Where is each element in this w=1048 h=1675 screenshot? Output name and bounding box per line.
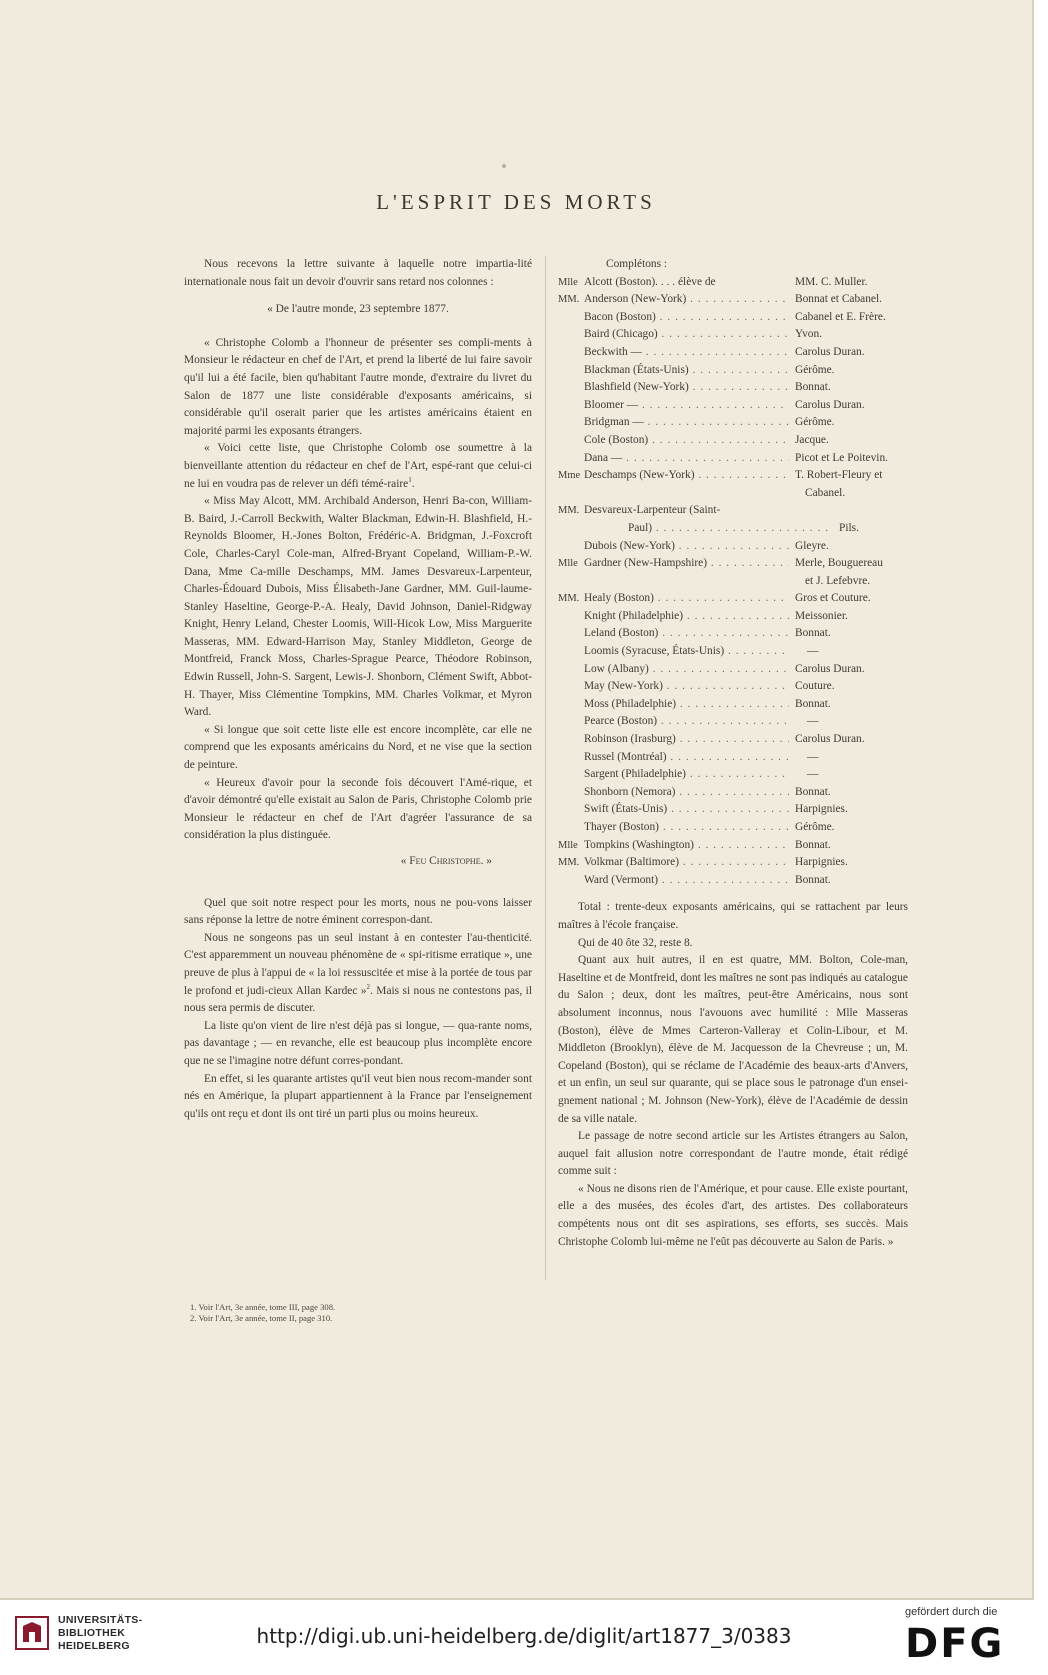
exhibitor-row — [558, 432, 908, 450]
exhibitor-name: Robinson (Irasburg) . . . — [584, 731, 789, 749]
paragraph-eight-others: Quant aux huit autres, il en est quatre, MM. Bolton, Cole-man, Haseltine et de Montfreid, dont les maîtres ne sont pas indiqués au catalogue du Salon ; deux, dont les maîtres, peut-être Américains, nous sont absolument inconnus, nous l'avouons avec humilité : Mlle Masseras (Boston), élève de Mmes Carteron-Valleray et Colin-Libour, et M. Middleton (Brooklyn), élève de M. Jacquesson de la Chevreuse ; un, M. Copeland (Boston), qui se réclame de l'Académie des beaux-arts d'Anvers, et un enfin, un seul sur quarante, qui se place sous le patronage d'un ensei-gnement national ; M. Johnson (New-York), élève de l'Académie de dessin de sa ville natale. — [558, 954, 908, 1125]
exhibitor-row — [558, 731, 908, 749]
exhibitor-row-continuation — [558, 485, 908, 503]
exhibitor-name: Beckwith — . . . — [584, 344, 789, 362]
exhibitor-row-continuation — [558, 573, 908, 591]
exhibitor-title — [558, 819, 584, 837]
exhibitor-name: Anderson (New-York) . . . — [584, 291, 789, 309]
exhibitor-title — [558, 432, 584, 450]
exhibitor-row — [558, 502, 908, 520]
exhibitor-row — [558, 784, 908, 802]
letter-paragraph-2-end: . — [411, 477, 415, 490]
exhibitor-title — [558, 397, 584, 415]
exhibitor-name: Russel (Montréal) . . . — [584, 749, 789, 767]
exhibitor-row — [558, 625, 908, 643]
exhibitor-title — [558, 608, 584, 626]
exhibitor-title — [558, 749, 584, 767]
exhibitor-title: Mme — [558, 470, 581, 482]
exhibitor-name: Tompkins (Washington) . . . — [584, 837, 789, 855]
exhibitor-name: Gardner (New-Hampshire) . . . — [584, 555, 789, 573]
exhibitor-teacher: Carolus Duran. — [795, 398, 865, 411]
exhibitor-title — [558, 326, 584, 344]
exhibitor-title — [558, 872, 584, 890]
letter-paragraph-3: « Si longue que soit cette liste elle est encore incomplète, car elle ne comprend que les exposants américains du Nord, et ne vise que la section de peinture. — [184, 723, 532, 772]
exhibitor-teacher: Jacque. — [795, 433, 829, 446]
letter-paragraph-1: « Christophe Colomb a l'honneur de présenter ses compli-ments à Monsieur le rédacteur en chef de l'Art, et prend la liberté de lui faire savoir qu'il lui a été facile, bien qu'habitant l'autre monde, d'extraire du livret du Salon de 1877 une liste considérable d'exposants américains, si considérable qu'il oserait parier que les artistes américains étaient en majorité parmi les exposants étrangers. — [184, 336, 532, 437]
exhibitor-teacher: — — [807, 750, 819, 763]
exhibitor-name: Bridgman — . . . — [584, 414, 789, 432]
exhibitor-title — [558, 661, 584, 679]
exhibitor-teacher: — — [807, 768, 819, 781]
exhibitor-title — [558, 625, 584, 643]
exhibitor-title: Mlle — [558, 276, 578, 288]
exhibitor-name: Deschamps (New-York) . . . — [584, 467, 789, 485]
exhibitor-row — [558, 555, 908, 573]
exhibitor-title — [558, 678, 584, 696]
exhibitor-row — [558, 749, 908, 767]
exhibitor-row — [558, 344, 908, 362]
exhibitor-name: Thayer (Boston) . . . — [584, 819, 789, 837]
exhibitor-row — [558, 854, 908, 872]
column-divider — [545, 256, 546, 1280]
exhibitor-title — [558, 414, 584, 432]
exhibitor-teacher: — — [807, 645, 819, 658]
exhibitor-name: Moss (Philadelphie) . . . — [584, 696, 789, 714]
paragraph-subtraction: Qui de 40 ôte 32, reste 8. — [578, 936, 693, 949]
letter-dateline: « De l'autre monde, 23 septembre 1877. — [267, 303, 449, 316]
letter-paragraph-2-text: « Voici cette liste, que Christophe Colomb ose soumettre à la bienveillante attention du rédacteur en chef de l'Art, espé-rant que celui-ci ne lui en voudra pas de relever un défi témé-raire — [184, 442, 532, 490]
exhibitor-teacher: Bonnat. — [795, 838, 831, 851]
exhibitor-teacher: MM. C. Muller. — [795, 275, 868, 288]
exhibitor-title: Mlle — [558, 558, 578, 570]
exhibitor-teacher-continued: Cabanel. — [805, 486, 846, 499]
exhibitor-name: Low (Albany) . . . — [584, 661, 789, 679]
exhibitor-row — [558, 397, 908, 415]
source-url[interactable]: http://digi.ub.uni-heidelberg.de/diglit/art1877_3/0383 — [256, 1624, 792, 1648]
footnote-2: 2. Voir l'Art, 3e année, tome II, page 310. — [190, 1313, 333, 1323]
paragraph-authenticity-text: Nous ne songeons pas un seul instant à en contester l'au-thenticité. C'est apparemment un nouveau phénomène de « spi-ritisme erratique », une preuve de plus à l'appui de « la loi ressuscitée et mise à la portée de tous par le profond et judi-cieux Allan Kardec » — [184, 931, 532, 997]
exhibitor-name: Ward (Vermont) . . . — [584, 872, 789, 890]
exhibitor-title — [558, 520, 584, 538]
university-line-3: HEIDELBERG — [58, 1640, 130, 1652]
exhibitor-teacher: Bonnat. — [795, 873, 831, 886]
exhibitor-teacher: Bonnat et Cabanel. — [795, 293, 882, 306]
exhibitor-name: Blackman (États-Unis) . . . — [584, 362, 789, 380]
exhibitor-teacher: Picot et Le Poitevin. — [795, 451, 889, 464]
exhibitor-title — [558, 784, 584, 802]
paragraph-response: Quel que soit notre respect pour les morts, nous ne pou-vons laisser sans réponse la lettre de notre éminent correspon-dant. — [184, 896, 532, 927]
exhibitor-row — [558, 520, 908, 538]
exhibitor-row — [558, 590, 908, 608]
exhibitor-row — [558, 713, 908, 731]
exhibitor-teacher: Yvon. — [795, 328, 823, 341]
footnote-ref-1: 1 — [408, 475, 412, 484]
exhibitor-name: Blashfield (New-York) . . . — [584, 379, 789, 397]
exhibitor-name: Bloomer — . . . — [584, 397, 789, 415]
exhibitor-title — [558, 309, 584, 327]
exhibitor-title — [558, 362, 584, 380]
exhibitor-name: Swift (États-Unis) . . . — [584, 801, 789, 819]
exhibitor-name: Alcott (Boston). . . . élève de — [584, 275, 716, 288]
exhibitor-title: MM. — [558, 593, 580, 605]
exhibitor-title — [558, 450, 584, 468]
paragraph-authenticity — [184, 930, 532, 1018]
exhibitor-row — [558, 274, 908, 292]
exhibitor-row — [558, 379, 908, 397]
left-column — [184, 256, 532, 1123]
exhibitor-name: Pearce (Boston) . . . — [584, 713, 789, 731]
exhibitor-row — [558, 661, 908, 679]
exhibitor-row — [558, 766, 908, 784]
list-intro: Complétons : — [606, 258, 668, 270]
exhibitor-teacher: Bonnat. — [795, 381, 831, 394]
exhibitor-teacher: Gros et Couture. — [795, 592, 871, 605]
exhibitor-row — [558, 309, 908, 327]
digitization-banner — [0, 1600, 1048, 1675]
footnotes — [190, 1302, 335, 1324]
exhibitor-row — [558, 678, 908, 696]
exhibitor-teacher: Gleyre. — [795, 539, 829, 552]
exhibitor-teacher: — — [807, 715, 819, 728]
exhibitor-row — [558, 538, 908, 556]
exhibitor-row — [558, 414, 908, 432]
exhibitor-name: Loomis (Syracuse, États-Unis) . . . — [584, 643, 789, 661]
exhibitor-name: Baird (Chicago) . . . — [584, 326, 789, 344]
dfg-logo: DFG — [905, 1621, 1005, 1667]
exhibitor-teacher: Harpignies. — [795, 803, 848, 816]
exhibitor-teacher: Carolus Duran. — [795, 662, 865, 675]
exhibitor-name: Dubois (New-York) . . . — [584, 538, 789, 556]
exhibitor-row — [558, 291, 908, 309]
exhibitor-title: MM. — [558, 294, 580, 306]
exhibitor-name: Sargent (Philadelphie) . . . — [584, 766, 789, 784]
exhibitor-name: May (New-York) . . . — [584, 678, 789, 696]
exhibitor-teacher: Bonnat. — [795, 785, 831, 798]
paragraph-intro: Nous recevons la lettre suivante à laquelle notre impartia-lité internationale nous fait un devoir d'ouvrir sans retard nos colonnes : — [184, 258, 532, 288]
exhibitor-teacher-continued: et J. Lefebvre. — [805, 574, 871, 587]
footnote-1: 1. Voir l'Art, 3e année, tome III, page 308. — [190, 1302, 336, 1312]
article-title: L'ESPRIT DES MORTS — [376, 190, 656, 214]
exhibitor-title — [558, 643, 584, 661]
exhibitor-teacher: Meissonier. — [795, 609, 848, 622]
exhibitor-name: Leland (Boston) . . . — [584, 625, 789, 643]
paragraph-list-length: La liste qu'on vient de lire n'est déjà pas si longue, — qua-rante noms, pas davantage ; — en revanche, elle est beaucoup plus incomplète encore que ne se l'imagine notre défunt corres-pondant. — [184, 1019, 532, 1067]
exhibitor-title — [558, 344, 584, 362]
exhibitor-title — [558, 379, 584, 397]
exhibitor-name: Paul) . . . — [584, 520, 833, 538]
exhibitor-teacher: Gérôme. — [795, 363, 835, 376]
exhibitor-title — [558, 538, 584, 556]
exhibitor-title: MM. — [558, 505, 580, 517]
exhibitor-title — [558, 766, 584, 784]
exhibitor-teacher: Carolus Duran. — [795, 733, 865, 746]
exhibitor-title — [558, 696, 584, 714]
paragraph-total: Total : trente-deux exposants américains, qui se rattachent par leurs maîtres à l'école française. — [558, 901, 908, 931]
exhibitor-name: Healy (Boston) . . . — [584, 590, 789, 608]
funding-caption: gefördert durch die — [905, 1606, 998, 1618]
paragraph-forty-artists: En effet, si les quarante artistes qu'il veut bien nous recom-mander sont nés en Amérique, la plupart appartiennent à la France par l'enseignement qu'ils ont reçu et dont ils ont tiré un parti plus ou moins heureux. — [184, 1072, 532, 1120]
exhibitor-row — [558, 643, 908, 661]
exhibitor-row — [558, 872, 908, 890]
exhibitor-name: Cole (Boston) . . . — [584, 432, 789, 450]
exhibitor-name: Shonborn (Nemora) . . . — [584, 784, 789, 802]
exhibitor-list — [558, 274, 908, 890]
exhibitor-title — [558, 731, 584, 749]
exhibitor-title: Mlle — [558, 839, 578, 851]
exhibitor-name: Dana — . . . — [584, 450, 789, 468]
exhibitor-row — [558, 837, 908, 855]
exhibitor-teacher: Gérôme. — [795, 416, 835, 429]
letter-name-list: « Miss May Alcott, MM. Archibald Anderson, Henri Ba-con, William-B. Baird, J.-Carroll Beckwith, Walter Blackman, Edwin-H. Blashfield, H.-Reynolds Bloomer, H.-Jones Bolton, Frédéric-A. Bridgman, J.-Foxcroft Cole, Charles-Caryl Cole-man, Alfred-Bryant Copeland, William-P.-W. Dana, Mme Ca-mille Deschamps, MM. James Desvareux-Larpenteur, Charles-Édouard Dubois, Miss Élisabeth-Jane Gardner, MM. Guil-laume-Stanley Haseltine, George-P.-A. Healy, David Johnson, Daniel-Ridgway Knight, Henry Leland, Chester Loomis, Will-Hicok Low, Miss Marguerite Masseras, MM. Edward-Harrison May, Stanley Middleton, George de Montfreid, Franck Moss, Charles-Sprague Pearce, Théodore Robinson, Edwin Russell, John-S. Sargent, Lewis-J. Shonborn, Clément Swift, Abbot-H. Thayer, Miss Clémentine Tompkins, MM. Charles Volkmar, et Myron Ward. — [184, 495, 532, 719]
exhibitor-teacher: Gérôme. — [795, 821, 835, 833]
exhibitor-teacher: Merle, Bouguereau — [795, 557, 883, 570]
right-column — [558, 256, 908, 1251]
exhibitor-teacher: Couture. — [795, 680, 835, 693]
exhibitor-teacher — [789, 502, 908, 520]
exhibitor-name: Bacon (Boston) . . . — [584, 309, 789, 327]
exhibitor-name: Volkmar (Baltimore) . . . — [584, 854, 789, 872]
exhibitor-name: Knight (Philadelphie) . . . — [584, 608, 789, 626]
exhibitor-row — [558, 801, 908, 819]
exhibitor-teacher: Cabanel et E. Frère. — [795, 310, 886, 323]
university-line-1: UNIVERSITÄTS- — [58, 1614, 143, 1626]
exhibitor-title — [558, 713, 584, 731]
exhibitor-teacher: T. Robert-Fleury et — [795, 469, 883, 482]
paragraph-authenticity-end: . Mais si nous ne contestons pas, il nous sera permis de discuter. — [184, 984, 532, 1015]
exhibitor-name: Desvareux-Larpenteur (Saint- — [584, 504, 721, 517]
footnote-ref-2: 2 — [366, 982, 371, 991]
exhibitor-title — [558, 801, 584, 819]
exhibitor-teacher: Bonnat. — [795, 627, 831, 640]
letter-signature: « Feu Christophe. » — [400, 855, 492, 867]
exhibitor-title: MM. — [558, 857, 580, 869]
exhibitor-row — [558, 696, 908, 714]
paragraph-second-article: Le passage de notre second article sur les Artistes étrangers au Salon, auquel fait allusion notre correspondant de l'autre monde, était rédigé comme suit : — [558, 1130, 908, 1178]
exhibitor-row — [558, 819, 908, 837]
exhibitor-row — [558, 362, 908, 380]
exhibitor-teacher: Bonnat. — [795, 697, 831, 710]
letter-paragraph-4: « Heureux d'avoir pour la seconde fois découvert l'Amé-rique, et d'avoir démontré qu'elle existait au Salon de Paris, Christophe Colomb prie Monsieur le rédacteur en chef de l'Art d'agréer l'assurance de sa considération la plus distinguée. — [184, 776, 532, 842]
exhibitor-teacher: Pils. — [839, 521, 859, 534]
exhibitor-row — [558, 608, 908, 626]
exhibitor-teacher: Carolus Duran. — [795, 345, 865, 358]
exhibitor-teacher: Harpignies. — [795, 856, 848, 869]
paragraph-quoted-article: « Nous ne disons rien de l'Amérique, et pour cause. Elle existe pourtant, elle a des musées, des écoles d'art, des artistes. Des collaborateurs compétents nous ont dit ses aspirations, ses efforts, ses succès. Mais Christophe Colomb lui-même ne l'eût pas découverte au Salon de Paris. » — [558, 1182, 908, 1248]
exhibitor-row — [558, 467, 908, 485]
exhibitor-row — [558, 326, 908, 344]
letter-paragraph-2 — [184, 440, 532, 493]
exhibitor-row — [558, 450, 908, 468]
page-ornament-dot — [502, 164, 506, 168]
university-line-2: BIBLIOTHEK — [58, 1627, 126, 1639]
